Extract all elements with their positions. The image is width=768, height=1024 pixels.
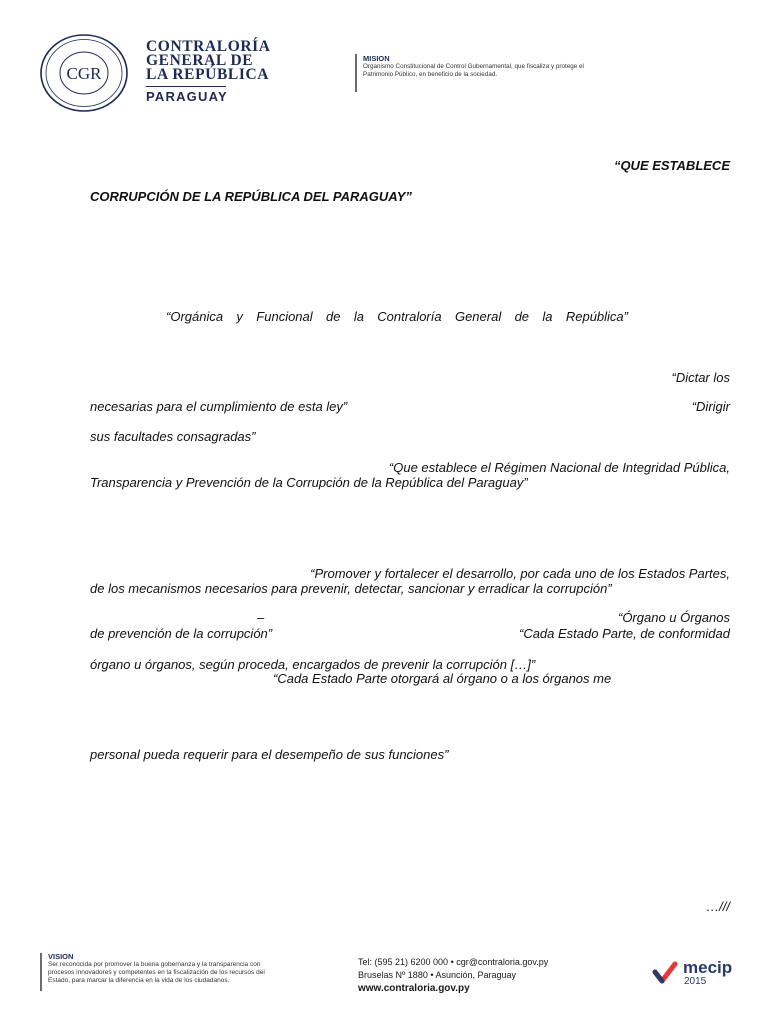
doc-line-8: Transparencia y Prevención de la Corrupción de la República del Paraguay” bbox=[90, 475, 528, 490]
org-name-line2: GENERAL DE bbox=[146, 52, 254, 69]
org-name-line1: CONTRALORÍA bbox=[146, 38, 271, 55]
mision-divider bbox=[355, 54, 357, 92]
mecip-logo-year: 2015 bbox=[684, 976, 707, 987]
doc-line-6: sus facultades consagradas” bbox=[90, 429, 256, 444]
org-country: PARAGUAY bbox=[146, 89, 228, 104]
doc-line-14: “Cada Estado Parte otorgará al órgano o a los órganos me bbox=[273, 671, 612, 686]
doc-line-15: personal pueda requerir para el desempeño de sus funciones” bbox=[90, 747, 449, 762]
cgr-seal-logo bbox=[40, 34, 128, 112]
vision-divider bbox=[40, 953, 42, 991]
doc-continuation-mark: …/// bbox=[706, 899, 730, 914]
mision-text: Organismo Constitucional de Control Gubernamental, que fiscaliza y protege el Patrimonio Público, en beneficio de la sociedad. bbox=[363, 63, 584, 78]
doc-line-5a: necesarias para el cumplimiento de esta ley” bbox=[90, 399, 348, 414]
vision-title: VISION bbox=[48, 952, 74, 961]
doc-line-11a: – bbox=[257, 610, 265, 625]
doc-line-12a: de prevención de la corrupción” bbox=[90, 626, 273, 641]
contact-address: Bruselas Nº 1880 • Asunción, Paraguay bbox=[358, 970, 517, 980]
doc-line-7: “Que establece el Régimen Nacional de Integridad Pública, bbox=[388, 460, 730, 475]
doc-line-12b: “Cada Estado Parte, de conformidad bbox=[518, 626, 730, 641]
doc-line-1: “QUE ESTABLECE bbox=[613, 158, 730, 173]
doc-line-5b: “Dirigir bbox=[691, 399, 730, 414]
org-divider bbox=[146, 86, 226, 87]
doc-line-4: “Dictar los bbox=[671, 370, 730, 385]
mecip-logo-word: mecip bbox=[683, 958, 733, 977]
doc-line-3: “Orgánica y Funcional de la Contraloría General de la República” bbox=[166, 309, 628, 324]
vision-text: Ser reconocida por promover la buena gobernanza y la transparencia con procesos innovadores y competentes en la fiscalización de los recursos del Estado, para marcar la diferencia en la vida de los ciudadanos. bbox=[48, 961, 265, 984]
doc-line-13: órgano u órganos, según proceda, encargados de prevenir la corrupción […]” bbox=[90, 657, 536, 672]
contact-website-link[interactable]: www.contraloria.gov.py bbox=[358, 983, 470, 994]
contact-phone-email: Tel: (595 21) 6200 000 • cgr@contraloria.gov.py bbox=[358, 957, 549, 967]
doc-line-9: “Promover y fortalecer el desarrollo, por cada uno de los Estados Partes, bbox=[310, 566, 730, 581]
mision-title: MISION bbox=[363, 54, 390, 63]
doc-line-11b: “Órgano u Órganos bbox=[617, 610, 730, 625]
doc-line-10: de los mecanismos necesarios para prevenir, detectar, sancionar y erradicar la corrupción” bbox=[90, 581, 612, 596]
org-name-line3: LA REPÚBLICA bbox=[146, 66, 270, 83]
org-name bbox=[146, 40, 271, 82]
doc-line-2: CORRUPCIÓN DE LA REPÚBLICA DEL PARAGUAY” bbox=[90, 189, 412, 204]
seal-text: CGR bbox=[66, 64, 102, 83]
mecip-check-icon bbox=[652, 960, 678, 986]
